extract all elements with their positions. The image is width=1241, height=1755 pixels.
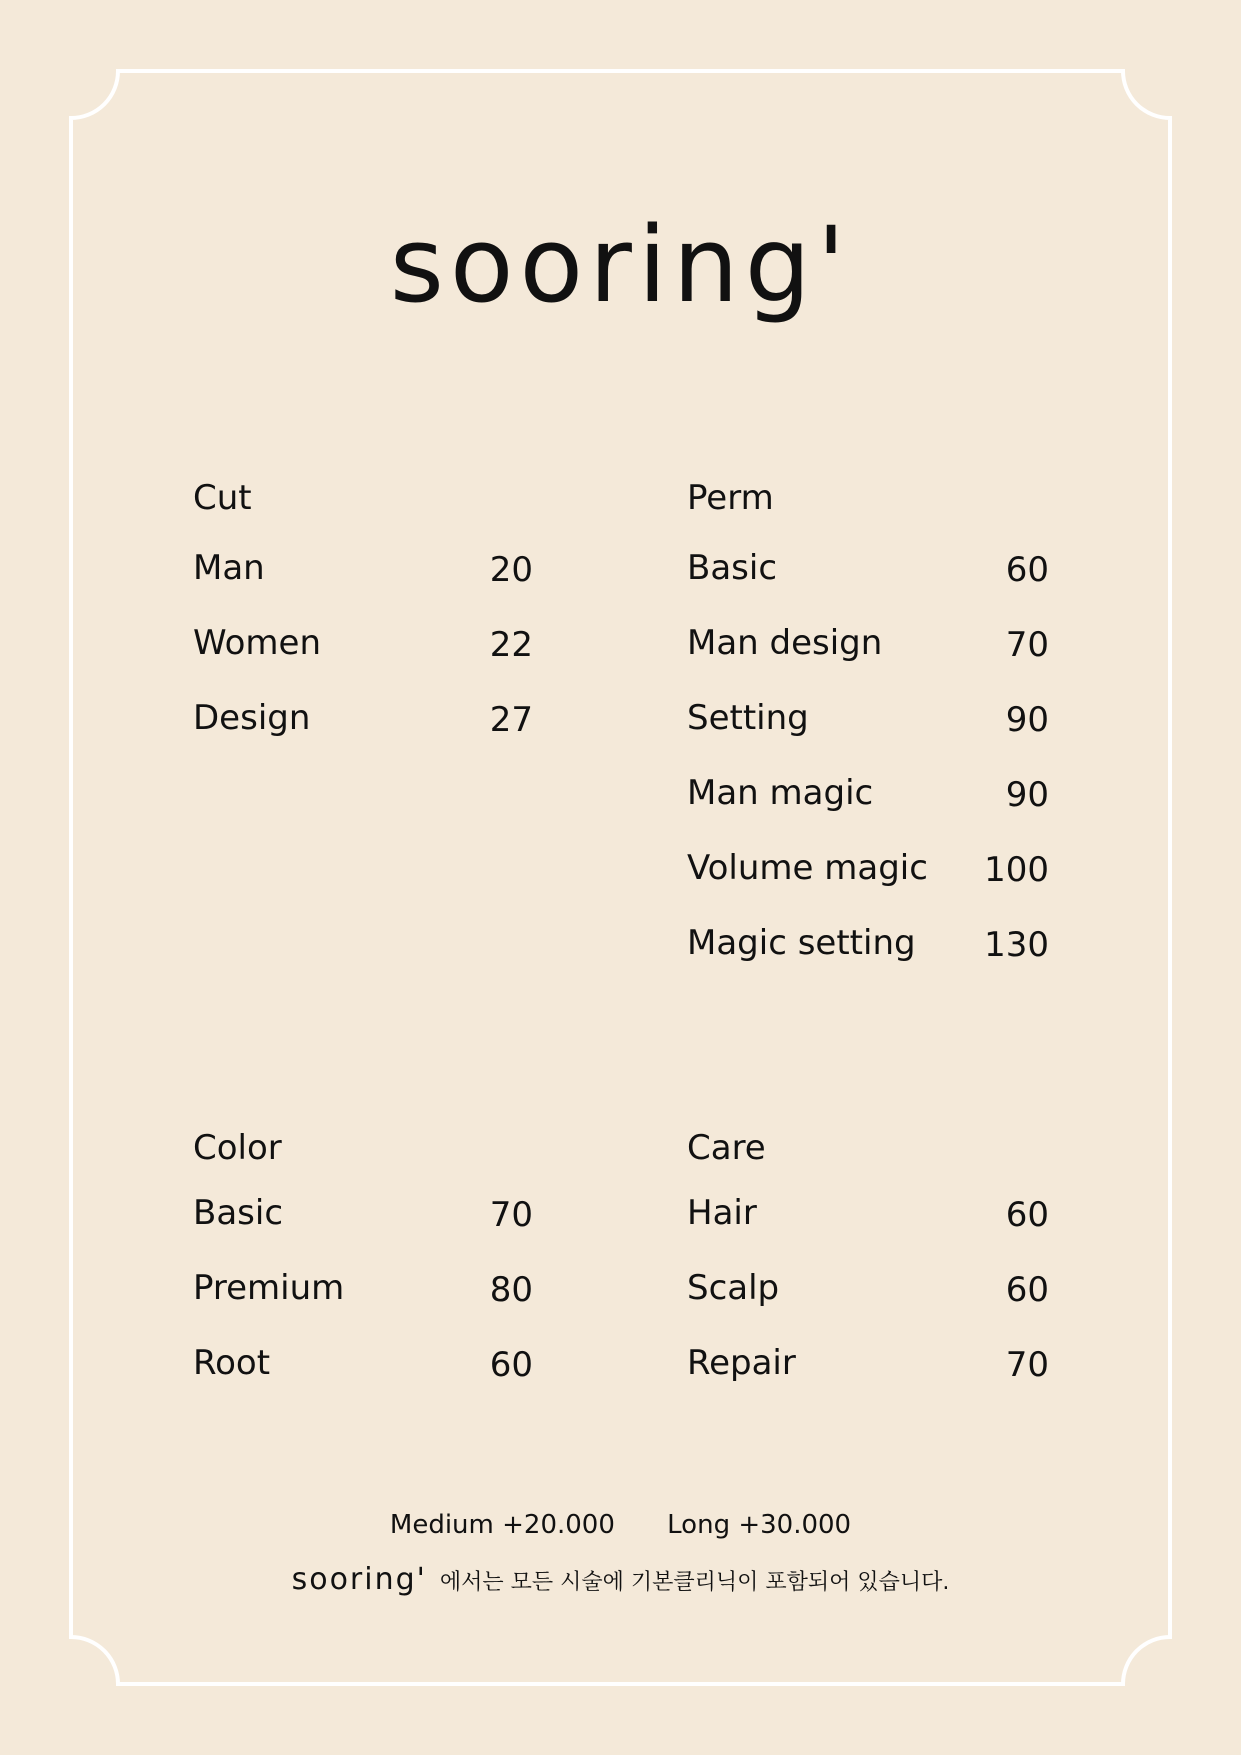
footer-brand: sooring': [291, 1562, 427, 1597]
list-item: [687, 698, 1049, 738]
list-item: [687, 1268, 1049, 1308]
item-price: 27: [489, 700, 533, 740]
list-item: [193, 1343, 533, 1383]
perm-heading: Perm: [687, 478, 774, 518]
length-surcharges: [0, 1508, 1241, 1542]
item-price: 80: [489, 1270, 533, 1310]
list-item: [687, 848, 1049, 888]
item-price: 60: [1005, 1195, 1049, 1235]
item-name: Women: [193, 623, 322, 663]
item-price: 70: [1005, 1345, 1049, 1385]
list-item: [193, 1268, 533, 1308]
item-name: Design: [193, 698, 311, 738]
item-name: Volume magic: [687, 848, 928, 888]
item-price: 100: [984, 850, 1049, 890]
footer-note-text: 에서는 모든 시술에 기본클리닉이 포함되어 있습니다.: [439, 1570, 950, 1595]
list-item: [193, 623, 533, 663]
item-name: Man: [193, 548, 265, 588]
list-item: [687, 773, 1049, 813]
item-price: 130: [984, 925, 1049, 965]
long-surcharge: Long +30.000: [667, 1510, 852, 1540]
page-title: sooring': [389, 204, 852, 326]
item-name: Basic: [687, 548, 778, 588]
item-name: Root: [193, 1343, 271, 1383]
care-heading: Care: [687, 1128, 766, 1168]
list-item: [687, 623, 1049, 663]
list-item: [687, 1193, 1049, 1233]
item-name: Scalp: [687, 1268, 780, 1308]
cut-heading: Cut: [193, 478, 252, 518]
item-name: Magic setting: [687, 923, 916, 963]
item-name: Man design: [687, 623, 883, 663]
item-price: 90: [1005, 775, 1049, 815]
item-price: 60: [1005, 1270, 1049, 1310]
medium-surcharge: Medium +20.000: [389, 1510, 615, 1540]
item-price: 70: [489, 1195, 533, 1235]
color-heading: Color: [193, 1128, 282, 1168]
item-price: 20: [489, 550, 533, 590]
item-name: Man magic: [687, 773, 874, 813]
list-item: [193, 698, 533, 738]
footer-note: [0, 1563, 1241, 1600]
list-item: [687, 548, 1049, 588]
item-name: Premium: [193, 1268, 345, 1308]
item-price: 60: [489, 1345, 533, 1385]
item-name: Basic: [193, 1193, 284, 1233]
item-price: 90: [1005, 700, 1049, 740]
item-name: Repair: [687, 1343, 796, 1383]
item-name: Setting: [687, 698, 809, 738]
list-item: [687, 923, 1049, 963]
list-item: [193, 1193, 533, 1233]
item-price: 22: [489, 625, 533, 665]
item-price: 70: [1005, 625, 1049, 665]
item-name: Hair: [687, 1193, 757, 1233]
item-price: 60: [1005, 550, 1049, 590]
list-item: [193, 548, 533, 588]
list-item: [687, 1343, 1049, 1383]
